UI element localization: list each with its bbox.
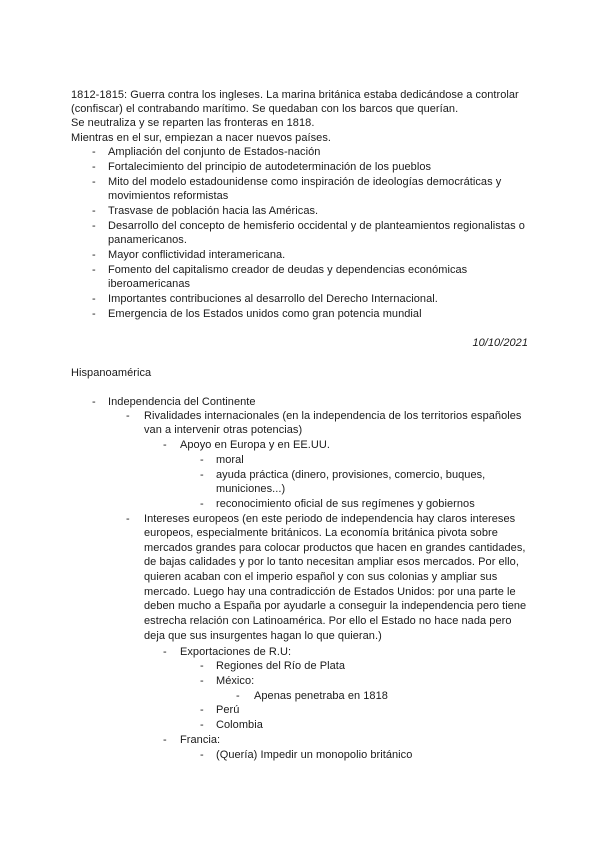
bullet-dash: - (200, 469, 204, 481)
list-item: Importantes contribuciones al desarrollo del Derecho Internacional. (108, 293, 438, 305)
bullet-dash: - (92, 293, 96, 305)
list-item: Desarrollo del concepto de hemisferio occidental y de planteamientos regionalistas o (108, 220, 525, 232)
list-item: Ampliación del conjunto de Estados-nación (108, 146, 321, 158)
bullet-dash: - (92, 161, 96, 173)
list-item: Mito del modelo estadounidense como inspiración de ideologías democráticas y (108, 176, 502, 188)
bullet-dash: - (92, 308, 96, 320)
bullet-dash: - (236, 690, 240, 702)
bullet-dash: - (200, 660, 204, 672)
outline-item: Rivalidades internacionales (en la independencia de los territorios españoles (144, 410, 522, 422)
bullet-dash: - (200, 749, 204, 761)
outline-item: Independencia del Continente (108, 396, 256, 408)
bullet-dash: - (126, 513, 130, 525)
outline-item: Exportaciones de R.U: (180, 646, 292, 658)
bullet-dash: - (92, 176, 96, 188)
bullet-dash: - (200, 454, 204, 466)
bullet-dash: - (163, 734, 167, 746)
list-item-continuation: panamericanos. (108, 234, 187, 246)
date-stamp: 10/10/2021 (472, 337, 528, 349)
outline-item: Regiones del Río de Plata (216, 660, 346, 672)
bullet-dash: - (163, 439, 167, 451)
list-item: Fortalecimiento del principio de autodeterminación de los pueblos (108, 161, 432, 173)
outline-item-continuation: quieren acaban con el imperio español y con sus colonias y ampliar sus (144, 571, 498, 583)
bullet-dash: - (126, 410, 130, 422)
bullet-dash: - (200, 675, 204, 687)
bullet-dash: - (200, 719, 204, 731)
outline-item: reconocimiento oficial de sus regímenes y gobiernos (216, 498, 475, 510)
list-item: Fomento del capitalismo creador de deudas y dependencias económicas (108, 264, 468, 276)
outline-item-continuation: deja que sus insurgentes hagan lo que quieran.) (144, 630, 382, 642)
intro-line: (confiscar) el contrabando marítimo. Se quedaban con los barcos que querían. (71, 103, 459, 115)
bullet-dash: - (92, 220, 96, 232)
bullet-dash: - (92, 249, 96, 261)
list-item-continuation: iberoamericanas (108, 278, 191, 290)
bullet-dash: - (163, 646, 167, 658)
bullet-dash: - (200, 704, 204, 716)
section-heading: Hispanoamérica (71, 367, 152, 379)
bullet-dash: - (92, 146, 96, 158)
outline-item: Apenas penetraba en 1818 (254, 690, 388, 702)
list-item: Trasvase de población hacia las Américas. (108, 205, 319, 217)
outline-item: Francia: (180, 734, 221, 746)
outline-item: Apoyo en Europa y en EE.UU. (180, 439, 330, 451)
intro-line: Mientras en el sur, empiezan a nacer nuevos países. (71, 132, 331, 144)
list-item: Emergencia de los Estados unidos como gran potencia mundial (108, 308, 422, 320)
intro-line: Se neutraliza y se reparten las fronteras en 1818. (71, 117, 315, 129)
list-item-continuation: movimientos reformistas (108, 190, 229, 202)
intro-line: 1812-1815: Guerra contra los ingleses. La marina británica estaba dedicándose a controlar (71, 89, 519, 101)
bullet-dash: - (92, 264, 96, 276)
bullet-dash: - (200, 498, 204, 510)
outline-item: Colombia (216, 719, 263, 731)
outline-item: moral (216, 454, 244, 466)
list-item: Mayor conflictividad interamericana. (108, 249, 286, 261)
outline-item: Intereses europeos (en este periodo de independencia hay claros intereses (144, 513, 516, 525)
outline-item: Perú (216, 704, 240, 716)
bullet-dash: - (92, 396, 96, 408)
outline-item-continuation: de bajas calidades y por lo tanto necesitan ampliar esos mercados. Por ello, (144, 556, 519, 568)
outline-item-continuation: estrecha relación con Latinoamérica. Por ello el Estado no hace nada pero (144, 615, 512, 627)
outline-item-continuation: deben mucho a España por ayudarle a conseguir la independencia pero tiene (144, 600, 527, 612)
outline-item: (Quería) Impedir un monopolio británico (216, 749, 413, 761)
outline-item-continuation: van a intervenir otras potencias) (144, 424, 303, 436)
outline-item-continuation: europeos, especialmente británicos. La economía británica pivota sobre (144, 527, 498, 539)
bullet-dash: - (92, 205, 96, 217)
outline-item: ayuda práctica (dinero, provisiones, comercio, buques, (216, 469, 486, 481)
outline-item: México: (216, 675, 255, 687)
outline-item-continuation: mercados grandes para colocar productos que hacen en grandes cantidades, (144, 542, 526, 554)
outline-item-continuation: municiones...) (216, 483, 286, 495)
outline-item-continuation: mercado. Luego hay una contradicción de Estados Unidos: por una parte le (144, 586, 516, 598)
